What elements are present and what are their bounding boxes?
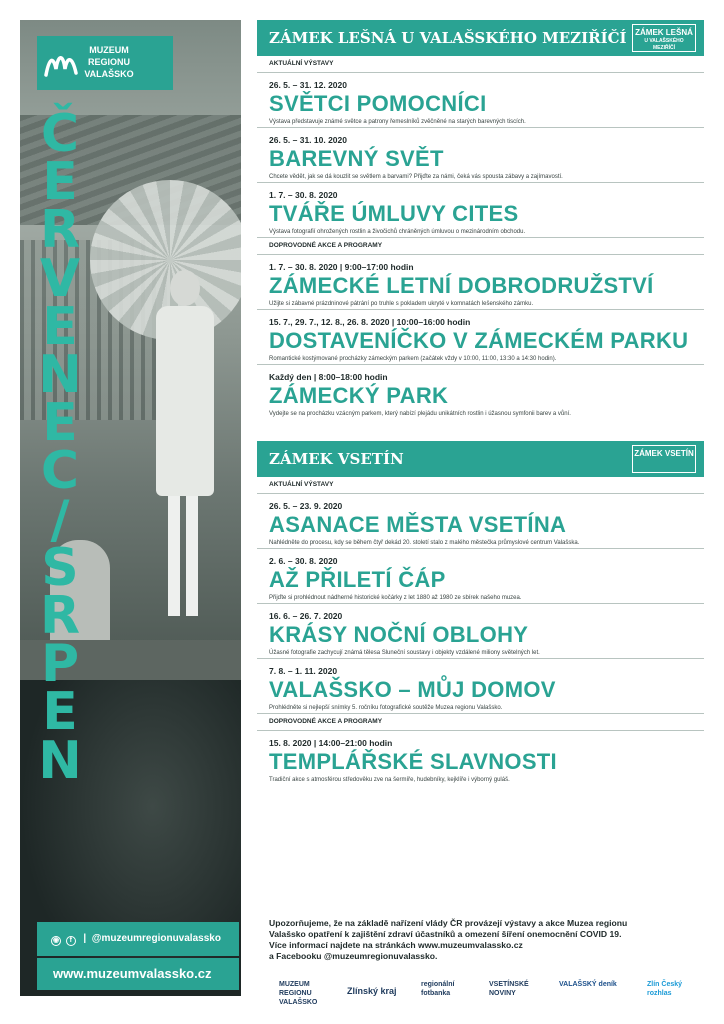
event-title: KRÁSY NOČNÍ OBLOHY bbox=[269, 622, 529, 647]
event-date: 15. 7., 29. 7., 12. 8., 26. 8. 2020 | 10:00–16:00 hodin bbox=[269, 317, 471, 327]
facebook-icon: f bbox=[66, 936, 76, 946]
event-title: ZÁMECKÉ LETNÍ DOBRODRUŽSTVÍ bbox=[269, 273, 654, 298]
event-item[interactable] bbox=[257, 659, 704, 714]
event-item[interactable] bbox=[257, 73, 704, 128]
section-header-lesna bbox=[257, 20, 704, 56]
event-title: SVĚTCI POMOCNÍCI bbox=[269, 91, 487, 116]
lesna-badge: ZÁMEK LEŠNÁ U VALAŠSKÉHO MEZIŘÍČÍ bbox=[632, 24, 696, 52]
event-title: TEMPLÁŘSKÉ SLAVNOSTI bbox=[269, 749, 557, 774]
event-item[interactable] bbox=[257, 255, 704, 310]
partner-logo: regionální fotbanka bbox=[421, 981, 455, 997]
event-date: 26. 5. – 31. 12. 2020 bbox=[269, 80, 347, 90]
event-title: ZÁMECKÝ PARK bbox=[269, 383, 449, 408]
social-handle-text: @muzeumregionuvalassko bbox=[91, 933, 221, 944]
instagram-icon: ◉ bbox=[52, 937, 60, 944]
event-desc: Romantické kostýmované procházky zámeckým parkem (začátek vždy v 10:00, 11:00, 13:30 a 14:30 hodin). bbox=[269, 356, 557, 362]
event-desc: Vydejte se na procházku vzácným parkem, který nabízí plejádu unikátních rostlin i úžasnou symfonii barev a vůní. bbox=[269, 411, 571, 417]
event-item[interactable] bbox=[257, 549, 704, 604]
covid-notice: Upozorňujeme, že na základě nařízení vlády ČR provázejí výstavy a akce Muzea regionu Valašsko opatření k zajištění zdraví účastníků a omezení šíření onemocnění COVID 19. Více informací najdete na stránkách www.muzeumvalassko.cz a Facebooku @muzeumregionuvalassko. bbox=[269, 918, 628, 961]
event-desc: Přijďte si prohlédnout nádherné historické kočárky z let 1880 až 1980 ze sbírek našeho muzea. bbox=[269, 595, 522, 601]
event-date: 7. 8. – 1. 11. 2020 bbox=[269, 666, 338, 676]
program-column bbox=[257, 20, 704, 785]
event-title: VALAŠSKO – MŮJ DOMOV bbox=[269, 677, 556, 702]
partner-logo: VALAŠSKÝ deník bbox=[559, 981, 617, 988]
event-item[interactable] bbox=[257, 494, 704, 549]
event-item[interactable] bbox=[257, 731, 704, 785]
event-desc: Tradiční akce s atmosférou středověku zve na šermíře, hudebníky, kejklíře i výborný guláš. bbox=[269, 777, 510, 783]
event-date: 1. 7. – 30. 8. 2020 | 9:00–17:00 hodin bbox=[269, 262, 414, 272]
event-item[interactable] bbox=[257, 365, 704, 419]
event-date: 2. 6. – 30. 8. 2020 bbox=[269, 556, 338, 566]
event-title: BAREVNÝ SVĚT bbox=[269, 146, 444, 171]
museum-logo-text: MUZEUM REGIONU VALAŠSKO bbox=[84, 45, 134, 79]
event-date: 16. 6. – 26. 7. 2020 bbox=[269, 611, 343, 621]
group-label: AKTUÁLNÍ VÝSTAVY bbox=[257, 56, 704, 73]
event-title: TVÁŘE ÚMLUVY CITES bbox=[269, 201, 519, 226]
website-link[interactable]: www.muzeumvalassko.cz bbox=[37, 958, 239, 990]
event-date: Každý den | 8:00–18:00 hodin bbox=[269, 372, 388, 382]
event-item[interactable] bbox=[257, 310, 704, 365]
section-title: ZÁMEK LEŠNÁ U VALAŠSKÉHO MEZIŘÍČÍ bbox=[269, 29, 627, 47]
partner-logo: MUZEUM REGIONU VALAŠSKO bbox=[279, 981, 318, 1006]
event-date: 26. 5. – 31. 10. 2020 bbox=[269, 135, 347, 145]
event-title: AŽ PŘILETÍ ČÁP bbox=[269, 567, 446, 592]
event-item[interactable] bbox=[257, 604, 704, 659]
event-desc: Výstava fotografií ohrožených rostlin a živočichů chráněných úmluvou o mezinárodním obchodu. bbox=[269, 229, 526, 235]
group-label: AKTUÁLNÍ VÝSTAVY bbox=[257, 477, 704, 494]
event-date: 1. 7. – 30. 8. 2020 bbox=[269, 190, 338, 200]
museum-logo[interactable] bbox=[37, 36, 173, 90]
event-title: DOSTAVENÍČKO V ZÁMECKÉM PARKU bbox=[269, 328, 689, 353]
event-item[interactable] bbox=[257, 128, 704, 183]
vsetin-badge: ZÁMEK VSETÍN bbox=[632, 445, 696, 473]
museum-logo-icon bbox=[43, 45, 79, 81]
event-date: 26. 5. – 23. 9. 2020 bbox=[269, 501, 343, 511]
event-desc: Nahlédněte do procesu, kdy se během čtyř dekád 20. století stalo z malého městečka průmyslové centrum Valašska. bbox=[269, 540, 580, 546]
event-desc: Prohlédněte si nejlepší snímky 5. ročníku fotografické soutěže Muzea regionu Valašsko. bbox=[269, 705, 503, 711]
section-title: ZÁMEK VSETÍN bbox=[269, 450, 404, 468]
event-desc: Úžasné fotografie zachycují známá tělesa Sluneční soustavy i objekty vzdálené miliony světelných let. bbox=[269, 650, 540, 656]
event-title: ASANACE MĚSTA VSETÍNA bbox=[269, 512, 567, 537]
partner-logos bbox=[269, 976, 709, 1006]
event-desc: Chcete vědět, jak se dá kouzlit se světlem a barvami? Přijďte za námi, čeká vás spousta zábavy a zajímavostí. bbox=[269, 174, 563, 180]
partner-logo: Zlínský kraj bbox=[347, 986, 397, 996]
group-label: DOPROVODNÉ AKCE A PROGRAMY bbox=[257, 714, 704, 731]
vertical-title: Č E R V E N E C / S R P E N bbox=[38, 104, 82, 791]
event-desc: Výstava představuje známé světce a patrony řemeslníků zvěčněné na starých barevných tiscích. bbox=[269, 119, 526, 125]
partner-logo: VSETÍNSKÉ NOVINY bbox=[489, 981, 529, 997]
section-header-vsetin bbox=[257, 441, 704, 477]
event-item[interactable] bbox=[257, 183, 704, 238]
partner-logo: Zlín Český rozhlas bbox=[647, 981, 683, 997]
event-date: 15. 8. 2020 | 14:00–21:00 hodin bbox=[269, 738, 393, 748]
girl-figure-image bbox=[148, 270, 218, 670]
group-label: DOPROVODNÉ AKCE A PROGRAMY bbox=[257, 238, 704, 255]
event-desc: Užijte si zábavné prázdninové pátrání po truhle s pokladem ukryté v komnatách lešenského zámku. bbox=[269, 301, 534, 307]
social-handle[interactable]: ◉ f | @muzeumregionuvalassko bbox=[37, 922, 239, 956]
